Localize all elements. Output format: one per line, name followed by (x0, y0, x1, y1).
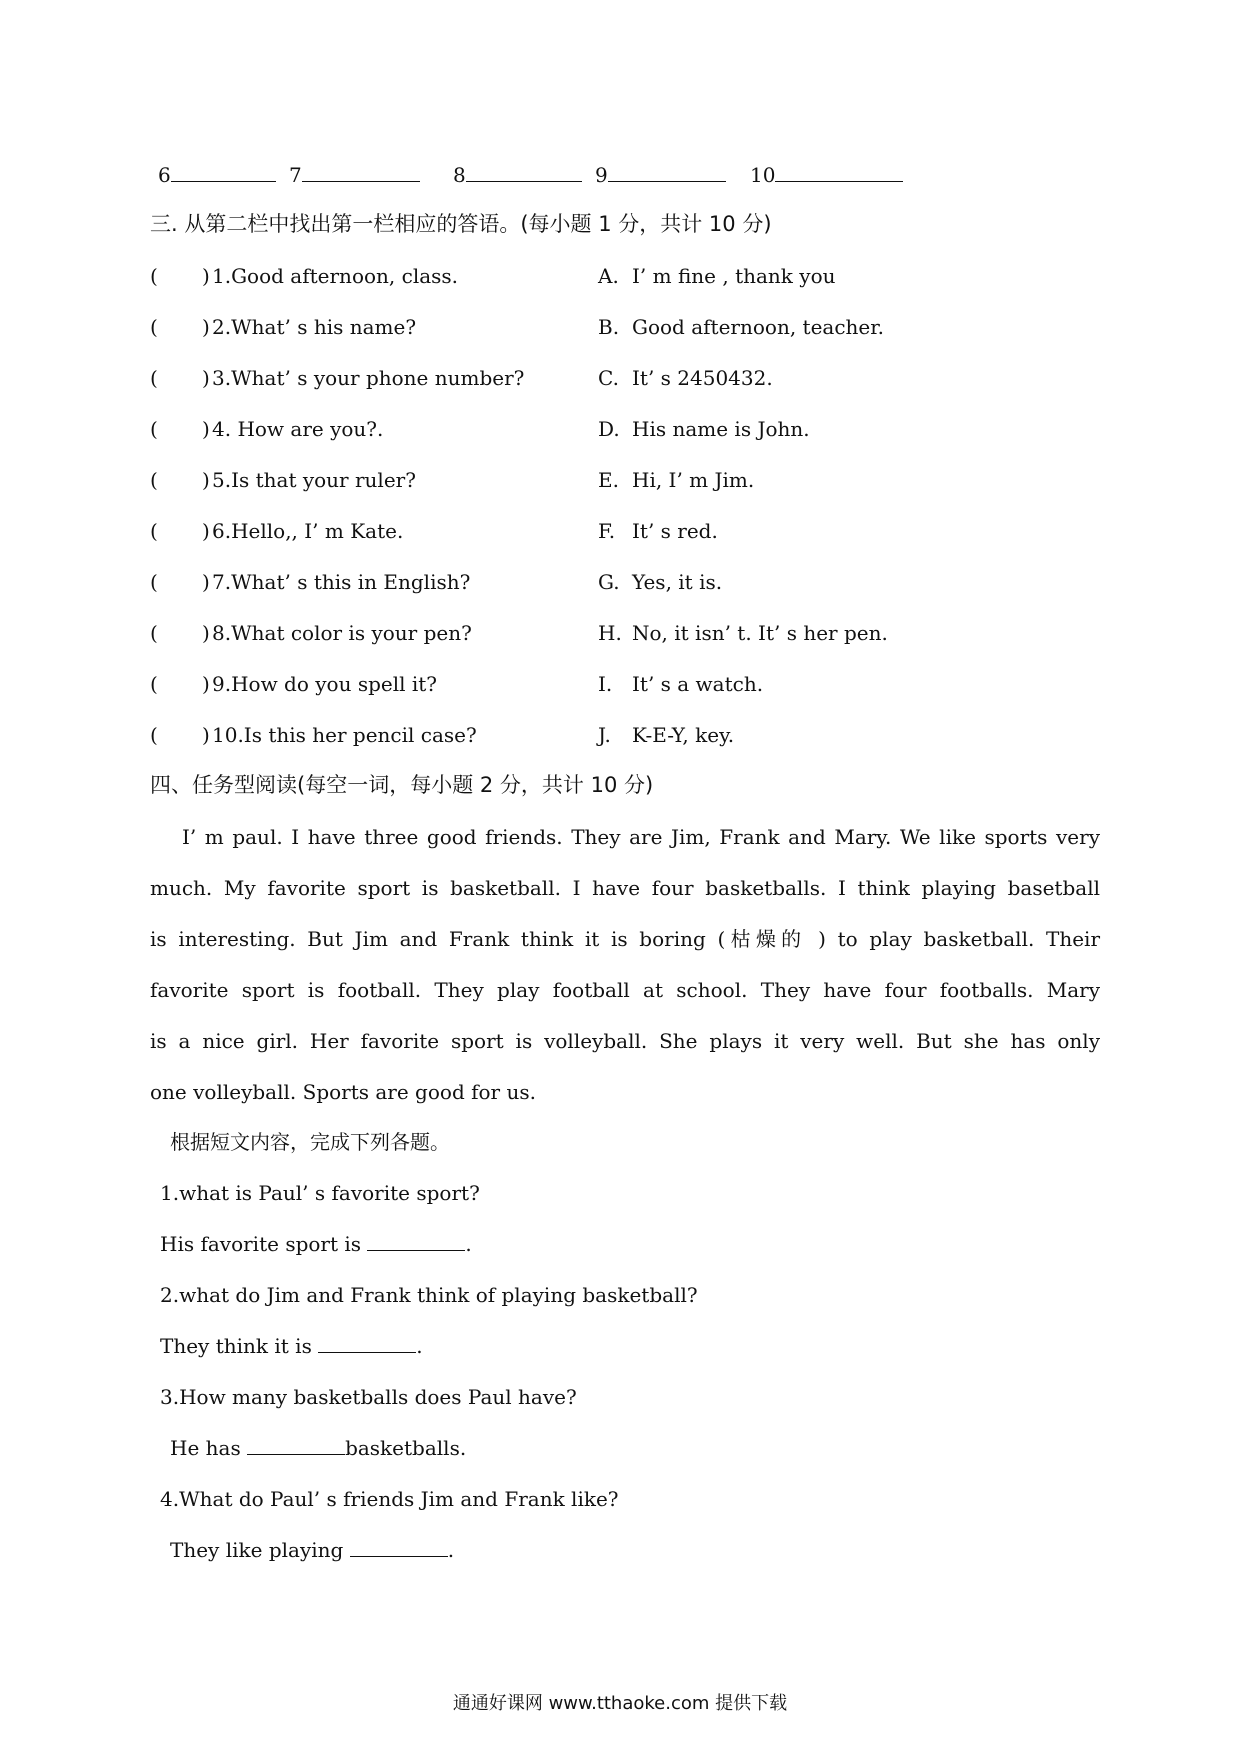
match-answer: It’ s 2450432. (632, 366, 773, 390)
match-row-4: ( ) 4. How are you?. D. His name is John. (150, 417, 810, 441)
answer-blank[interactable] (247, 1436, 345, 1455)
match-question: 5.Is that your ruler? (212, 468, 416, 492)
match-row-10: ( ) 10.Is this her pencil case? J. K-E-Y, key. (150, 723, 735, 747)
match-question: 10.Is this her pencil case? (212, 723, 477, 747)
answer-paren-open[interactable]: ( (150, 315, 158, 339)
answer-blank[interactable] (367, 1232, 465, 1251)
answer-paren-open[interactable]: ( (150, 621, 158, 645)
match-question: 9.How do you spell it? (212, 672, 438, 696)
answer-paren-open[interactable]: ( (150, 723, 158, 747)
match-question: 3.What’ s your phone number? (212, 366, 525, 390)
reading-passage (150, 812, 1100, 1118)
reading-question-4: 4.What do Paul’ s friends Jim and Frank like? (160, 1487, 619, 1511)
match-question: 7.What’ s this in English? (212, 570, 471, 594)
answer-paren-open[interactable]: ( (150, 570, 158, 594)
match-answer: It’ s a watch. (632, 672, 764, 696)
passage-line: much. My favorite sport is basketball. I have four basketballs. I think playing basetball (150, 876, 1100, 900)
answer-paren-open[interactable]: ( (150, 264, 158, 288)
passage-line: favorite sport is football. They play football at school. They have four footballs. Mary (150, 978, 1100, 1002)
match-letter: H. (598, 621, 622, 645)
reading-answer-4: They like playing . (170, 1538, 455, 1562)
answer-paren-open[interactable]: ( (150, 366, 158, 390)
answer-paren-open[interactable]: ( (150, 417, 158, 441)
match-row-6: ( ) 6.Hello,, I’ m Kate. F. It’ s red. (150, 519, 718, 543)
passage-line: one volleyball. Sports are good for us. (150, 1080, 536, 1104)
answer-blank-6[interactable]: 6 (158, 163, 276, 187)
passage-line: I’ m paul. I have three good friends. They are Jim, Frank and Mary. We like sports very (182, 825, 1100, 849)
match-letter: E. (598, 468, 619, 492)
answer-paren-open[interactable]: ( (150, 672, 158, 696)
match-answer: Hi, I’ m Jim. (632, 468, 755, 492)
match-question: 1.Good afternoon, class. (212, 264, 459, 288)
match-row-5: ( ) 5.Is that your ruler? E. Hi, I’ m Jim. (150, 468, 755, 492)
reading-answer-2: They think it is . (160, 1334, 423, 1358)
answer-paren-open[interactable]: ( (150, 519, 158, 543)
answer-blank[interactable] (350, 1538, 448, 1557)
match-answer: It’ s red. (632, 519, 718, 543)
match-answer: I’ m fine , thank you (632, 264, 836, 288)
reading-instruction: 根据短文内容，完成下列各题。 (170, 1130, 450, 1154)
answer-blank-8[interactable]: 8 (453, 163, 582, 187)
match-row-1: ( ) 1.Good afternoon, class. A. I’ m fine , thank you (150, 264, 836, 288)
answer-blank-10[interactable]: 10 (750, 163, 903, 187)
match-row-3: ( ) 3.What’ s your phone number? C. It’ s 2450432. (150, 366, 773, 390)
reading-question-2: 2.what do Jim and Frank think of playing basketball? (160, 1283, 698, 1307)
match-letter: D. (598, 417, 620, 441)
match-answer: No, it isn’ t. It’ s her pen. (632, 621, 888, 645)
section-3-heading: 三. 从第二栏中找出第一栏相应的答语。(每小题 1 分，共计 10 分) (150, 212, 772, 236)
match-question: 6.Hello,, I’ m Kate. (212, 519, 404, 543)
match-letter: F. (598, 519, 616, 543)
match-row-9: ( ) 9.How do you spell it? I. It’ s a watch. (150, 672, 764, 696)
reading-question-1: 1.what is Paul’ s favorite sport? (160, 1181, 480, 1205)
match-letter: B. (598, 315, 620, 339)
reading-answer-1: His favorite sport is . (160, 1232, 472, 1256)
answer-blank-7[interactable]: 7 (289, 163, 420, 187)
match-row-7: ( ) 7.What’ s this in English? G. Yes, it is. (150, 570, 723, 594)
match-answer: His name is John. (632, 417, 810, 441)
section-4-heading: 四、任务型阅读(每空一词，每小题 2 分，共计 10 分) (150, 773, 654, 797)
match-question: 2.What’ s his name? (212, 315, 417, 339)
match-question: 8.What color is your pen? (212, 621, 472, 645)
match-row-2: ( ) 2.What’ s his name? B. Good afternoon, teacher. (150, 315, 884, 339)
match-letter: C. (598, 366, 619, 390)
match-letter: J. (598, 723, 611, 747)
match-answer: Yes, it is. (632, 570, 723, 594)
passage-line: is a nice girl. Her favorite sport is volleyball. She plays it very well. But she has only (150, 1029, 1100, 1053)
answer-paren-open[interactable]: ( (150, 468, 158, 492)
answer-blank[interactable] (318, 1334, 416, 1353)
answer-blank-9[interactable]: 9 (595, 163, 726, 187)
match-row-8: ( ) 8.What color is your pen? H. No, it isn’ t. It’ s her pen. (150, 621, 888, 645)
match-letter: G. (598, 570, 620, 594)
match-letter: I. (598, 672, 613, 696)
reading-answer-3: He has basketballs. (170, 1436, 467, 1460)
passage-line: is interesting. But Jim and Frank think it is boring (枯燥的 ) to play basketball. Their (150, 927, 1100, 951)
match-question: 4. How are you?. (212, 417, 384, 441)
match-answer: K-E-Y, key. (632, 723, 735, 747)
page-footer: 通通好课网 www.tthaoke.com 提供下载 (452, 1693, 788, 1714)
reading-question-3: 3.How many basketballs does Paul have? (160, 1385, 577, 1409)
match-answer: Good afternoon, teacher. (632, 315, 884, 339)
match-letter: A. (598, 264, 619, 288)
